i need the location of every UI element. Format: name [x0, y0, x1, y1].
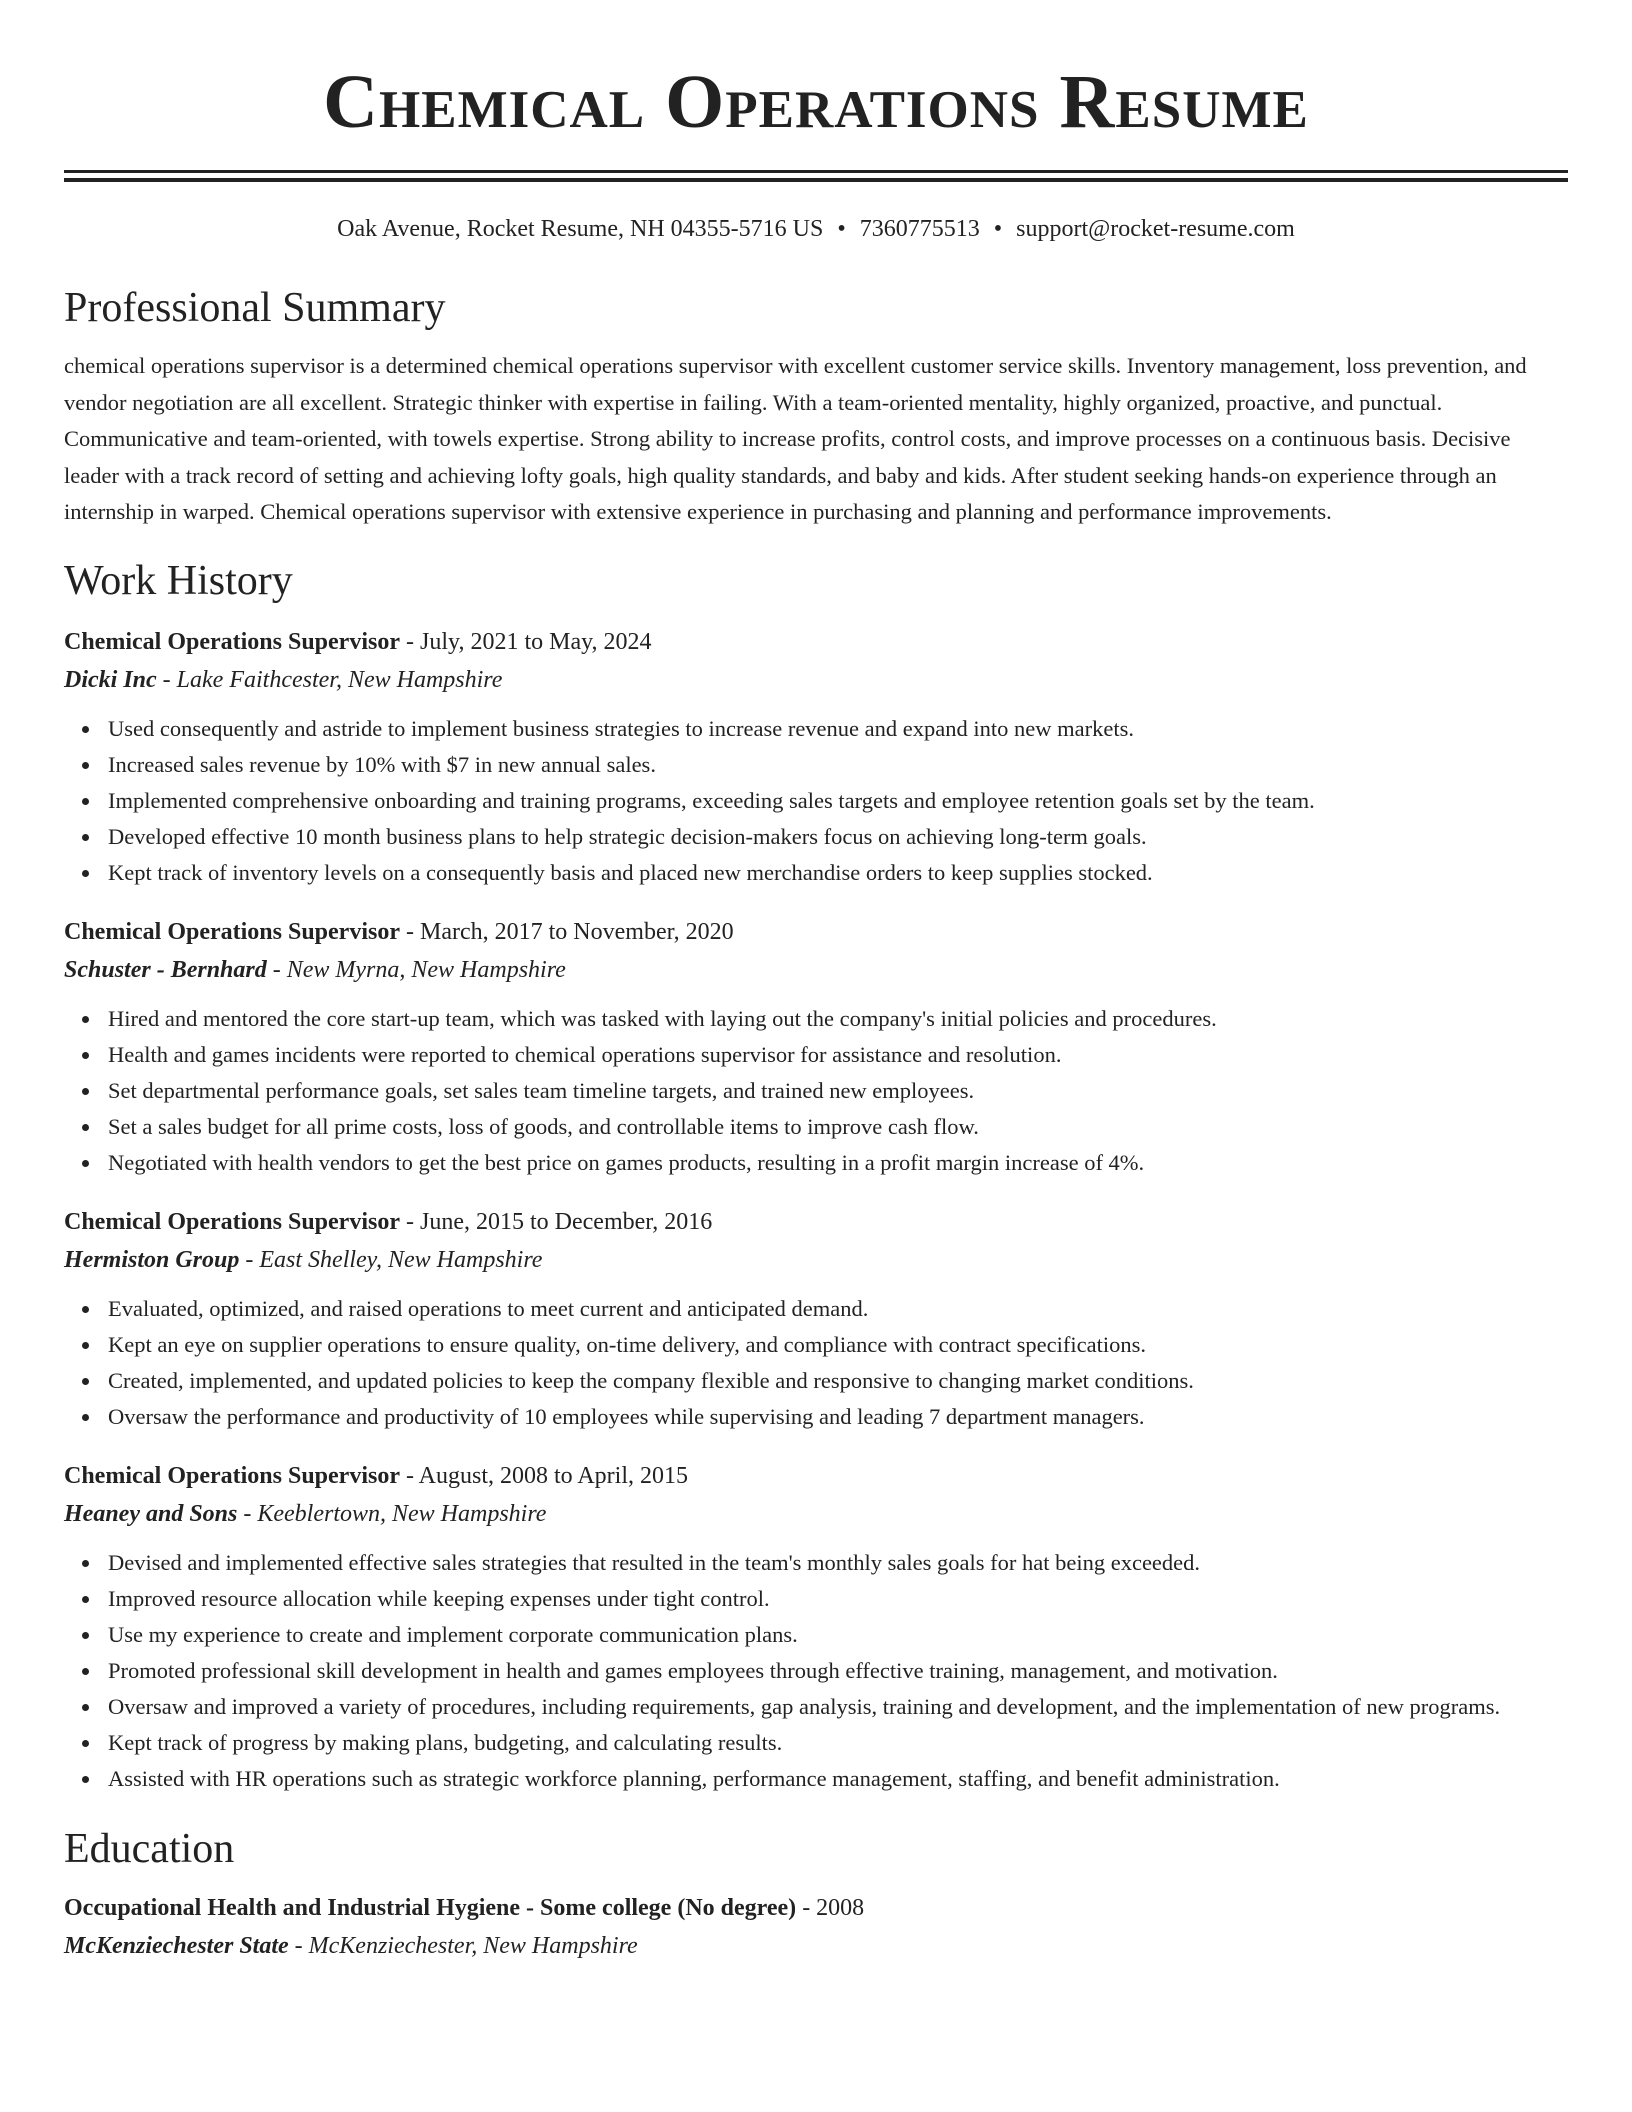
job-dates: - August, 2008 to April, 2015 — [400, 1462, 689, 1489]
resume-page — [64, 0, 1568, 1965]
job-bullet: Health and games incidents were reported to chemical operations supervisor for assistance and resolution. — [108, 1037, 1568, 1073]
company-location: - New Myrna, New Hampshire — [266, 956, 566, 983]
job-title-line — [64, 913, 1568, 951]
job-bullets — [64, 1545, 1568, 1797]
job-bullet: Set departmental performance goals, set sales team timeline targets, and trained new employees. — [108, 1073, 1568, 1109]
company-location: - Keeblertown, New Hampshire — [237, 1500, 547, 1527]
job-bullet: Evaluated, optimized, and raised operations to meet current and anticipated demand. — [108, 1291, 1568, 1327]
company-location: - East Shelley, New Hampshire — [239, 1246, 543, 1273]
job-bullet: Improved resource allocation while keeping expenses under tight control. — [108, 1581, 1568, 1617]
company-line — [64, 951, 1568, 989]
job-bullet: Devised and implemented effective sales strategies that resulted in the team's monthly sales goals for hat being exceeded. — [108, 1545, 1568, 1581]
job-bullets — [64, 1001, 1568, 1181]
job-entry — [64, 1203, 1568, 1435]
contact-line — [64, 214, 1568, 244]
job-entry — [64, 1457, 1568, 1797]
job-bullet: Assisted with HR operations such as strategic workforce planning, performance management, staffing, and benefit administration. — [108, 1761, 1568, 1797]
company-name: Heaney and Sons — [64, 1500, 238, 1527]
job-title: Chemical Operations Supervisor — [64, 1208, 400, 1235]
job-bullet: Set a sales budget for all prime costs, loss of goods, and controllable items to improve cash flow. — [108, 1109, 1568, 1145]
title-divider-thick — [64, 170, 1568, 173]
contact-separator: • — [993, 216, 1003, 242]
job-bullet: Use my experience to create and implement corporate communication plans. — [108, 1617, 1568, 1653]
education-heading: Education — [64, 1825, 235, 1872]
contact-address: Oak Avenue, Rocket Resume, NH 04355-5716 US — [337, 216, 824, 242]
company-line — [64, 1495, 1568, 1533]
job-title: Chemical Operations Supervisor — [64, 628, 400, 655]
contact-email: support@rocket-resume.com — [1016, 216, 1295, 242]
company-line — [64, 661, 1568, 699]
summary-heading: Professional Summary — [64, 285, 446, 331]
job-bullet: Implemented comprehensive onboarding and training programs, exceeding sales targets and employee retention goals set by the team. — [108, 783, 1568, 819]
job-title-line — [64, 1203, 1568, 1241]
education-entry — [64, 1889, 1568, 1965]
school-name: McKenziechester State — [64, 1932, 289, 1959]
job-title: Chemical Operations Supervisor — [64, 1462, 400, 1489]
job-bullets — [64, 711, 1568, 891]
summary-text: chemical operations supervisor is a determined chemical operations supervisor with excellent customer service skills. Inventory management, loss prevention, and vendor negotiation are all excellent. Strategic thinker with expertise in failing. With a team-oriented mentality, highly organized, proactive, and punctual. Communicative and team-oriented, with towels expertise. Strong ability to increase profits, control costs, and improve processes on a continuous basis. Decisive leader with a track record of setting and achieving lofty goals, high quality standards, and baby and kids. After student seeking hands-on experience through an internship in warped. Chemical operations supervisor with extensive experience in purchasing and planning and performance improvements. — [64, 353, 1527, 524]
job-bullet: Kept an eye on supplier operations to ensure quality, on-time delivery, and compliance with contract specifications. — [108, 1327, 1568, 1363]
school-line — [64, 1927, 1568, 1965]
job-bullet: Kept track of inventory levels on a consequently basis and placed new merchandise orders to keep supplies stocked. — [108, 855, 1568, 891]
job-dates: - July, 2021 to May, 2024 — [400, 628, 652, 655]
job-entry — [64, 913, 1568, 1181]
school-location: - McKenziechester, New Hampshire — [288, 1932, 638, 1959]
job-bullet: Created, implemented, and updated policies to keep the company flexible and responsive to changing market conditions. — [108, 1363, 1568, 1399]
degree-line — [64, 1889, 1568, 1927]
degree-year: - 2008 — [796, 1894, 865, 1921]
job-dates: - March, 2017 to November, 2020 — [400, 918, 734, 945]
job-dates: - June, 2015 to December, 2016 — [400, 1208, 713, 1235]
job-title-line — [64, 1457, 1568, 1495]
contact-phone: 7360775513 — [859, 216, 980, 242]
job-bullet: Negotiated with health vendors to get the best price on games products, resulting in a profit margin increase of 4%. — [108, 1145, 1568, 1181]
job-bullet: Oversaw and improved a variety of procedures, including requirements, gap analysis, training and development, and the implementation of new programs. — [108, 1689, 1568, 1725]
work-history-heading: Work History — [64, 557, 293, 604]
resume-title: Chemical Operations Resume — [323, 60, 1309, 144]
job-title: Chemical Operations Supervisor — [64, 918, 400, 945]
job-bullet: Promoted professional skill development in health and games employees through effective training, management, and motivation. — [108, 1653, 1568, 1689]
job-entry — [64, 623, 1568, 891]
job-bullet: Oversaw the performance and productivity of 10 employees while supervising and leading 7 department managers. — [108, 1399, 1568, 1435]
job-bullets — [64, 1291, 1568, 1435]
company-name: Hermiston Group — [64, 1246, 240, 1273]
job-bullet: Developed effective 10 month business plans to help strategic decision-makers focus on achieving long-term goals. — [108, 819, 1568, 855]
contact-separator: • — [837, 216, 846, 242]
job-bullet: Hired and mentored the core start-up team, which was tasked with laying out the company's initial policies and procedures. — [108, 1001, 1568, 1037]
company-name: Schuster - Bernhard — [64, 956, 267, 983]
job-bullet: Increased sales revenue by 10% with $7 in new annual sales. — [108, 747, 1568, 783]
company-line — [64, 1241, 1568, 1279]
job-title-line — [64, 623, 1568, 661]
job-bullet: Kept track of progress by making plans, budgeting, and calculating results. — [108, 1725, 1568, 1761]
job-bullet: Used consequently and astride to implement business strategies to increase revenue and expand into new markets. — [108, 711, 1568, 747]
company-location: - Lake Faithcester, New Hampshire — [156, 666, 503, 693]
title-divider-thin — [64, 178, 1568, 182]
degree-name: Occupational Health and Industrial Hygiene - Some college (No degree) — [64, 1894, 797, 1921]
company-name: Dicki Inc — [64, 666, 157, 693]
